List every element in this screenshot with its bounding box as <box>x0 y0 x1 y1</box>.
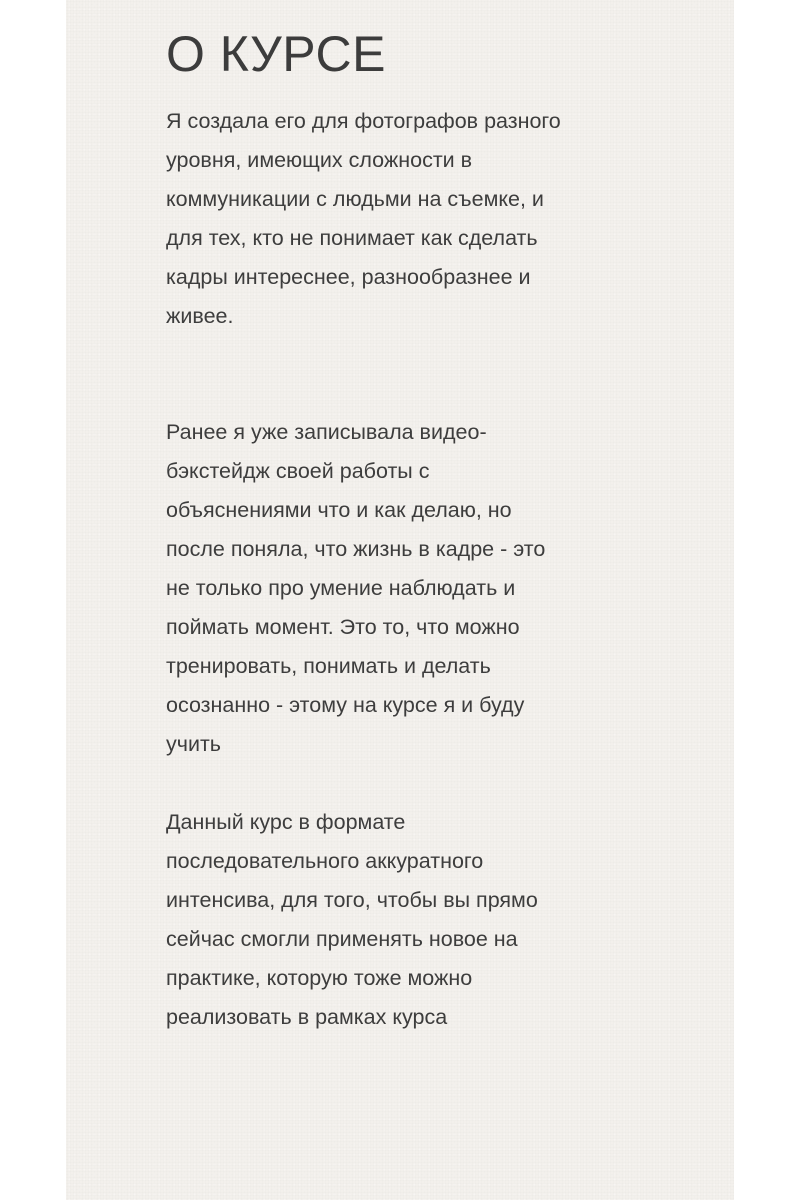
text-line: бэкстейдж своей работы с <box>166 459 430 483</box>
text-line: для тех, кто не понимает как сделать <box>166 226 538 250</box>
text-line: интенсива, для того, чтобы вы прямо <box>166 888 538 912</box>
document-page <box>66 0 734 1200</box>
paragraph-background <box>166 413 545 764</box>
text-line: объяснениями что и как делаю, но <box>166 498 512 522</box>
text-line: живее. <box>166 304 234 328</box>
text-line: поймать момент. Это то, что можно <box>166 615 520 639</box>
text-line: практике, которую тоже можно <box>166 966 473 990</box>
text-line: сейчас смогли применять новое на <box>166 927 518 951</box>
text-line: после поняла, что жизнь в кадре - это <box>166 537 546 561</box>
text-line: реализовать в рамках курса <box>166 1005 448 1029</box>
text-line: учить <box>166 732 222 756</box>
paragraph-format <box>166 803 538 1037</box>
text-line: кадры интереснее, разнообразнее и <box>166 265 531 289</box>
text-line: не только про умение наблюдать и <box>166 576 516 600</box>
text-line: тренировать, понимать и делать <box>166 654 491 678</box>
text-line: Данный курс в формате <box>166 810 406 834</box>
paragraph-intro <box>166 102 561 336</box>
text-line: последовательного аккуратного <box>166 849 484 873</box>
text-line: Ранее я уже записывала видео- <box>166 420 487 444</box>
text-line: коммуникации с людьми на съемке, и <box>166 187 544 211</box>
text-line: уровня, имеющих сложности в <box>166 148 473 172</box>
text-line: Я создала его для фотографов разного <box>166 109 561 133</box>
text-line: осознанно - этому на курсе я и буду <box>166 693 525 717</box>
page-title: О КУРСЕ <box>166 26 386 82</box>
